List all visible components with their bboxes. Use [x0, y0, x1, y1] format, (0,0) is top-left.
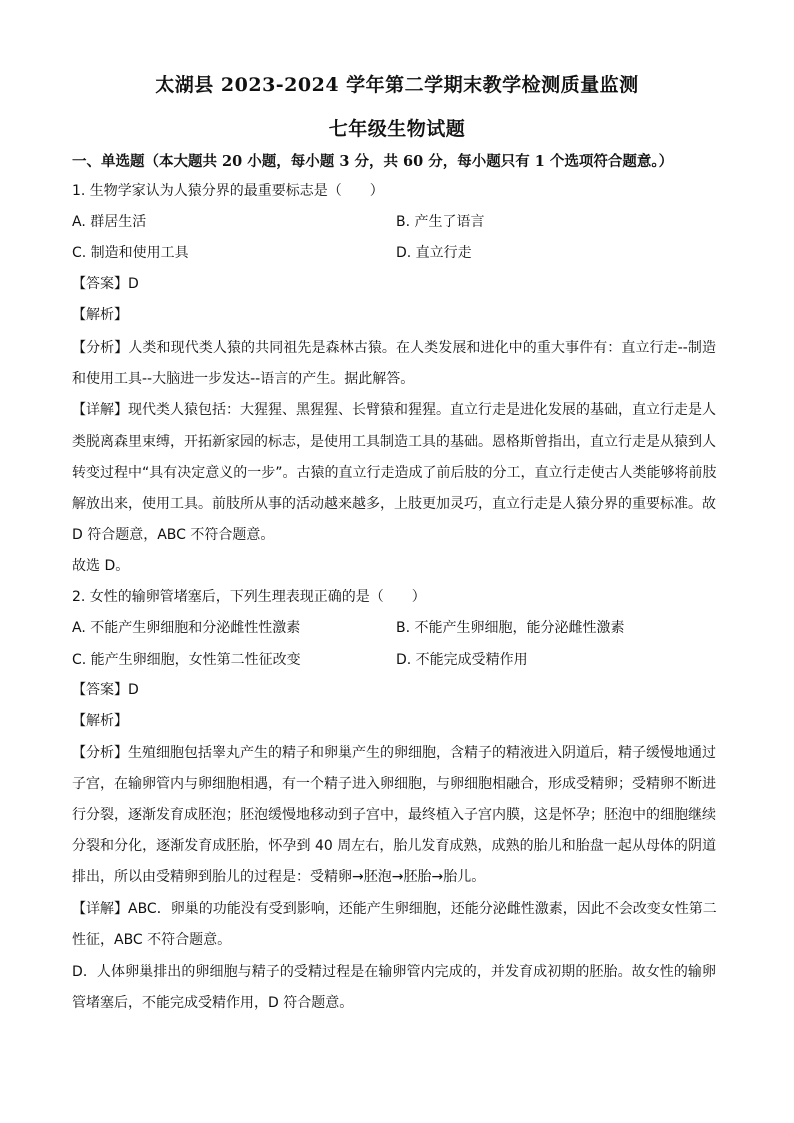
exam-title: 太湖县 2023-2024 学年第二学期末教学检测质量监测 — [155, 74, 639, 96]
q1-fenxi-line: 【分析】人类和现代类人猿的共同祖先是森林古猿。在人类发展和进化中的重大事件有：直立行走--制造 — [72, 340, 716, 356]
q2-option-d: D. 不能完成受精作用 — [396, 652, 528, 668]
q1-option-d: D. 直立行走 — [396, 245, 472, 261]
q1-xiangjie-line: D 符合题意，ABC 不符合题意。 — [72, 527, 275, 543]
q1-answer: 【答案】D — [72, 276, 139, 292]
q1-option-c: C. 制造和使用工具 — [72, 245, 189, 261]
q2-xiangjie-line: 性征，ABC 不符合题意。 — [72, 932, 232, 948]
q2-xiangjie-line: 【详解】ABC．卵巢的功能没有受到影响，还能产生卵细胞，还能分泌雌性激素，因此不会改变女性第二 — [72, 901, 717, 917]
q1-xiangjie-line: 类脱离森里束缚，开拓新家园的标志，是使用工具制造工具的基础。恩格斯曾指出，直立行走是从猿到人 — [72, 434, 716, 450]
q2-option-b: B. 不能产生卵细胞，能分泌雌性激素 — [396, 620, 625, 636]
q1-xiangjie-line: 转变过程中“具有决定意义的一步”。古猿的直立行走造成了前后肢的分工，直立行走使古人类能够将前肢 — [72, 465, 717, 481]
q2-d-explain-line: 管堵塞后，不能完成受精作用，D 符合题意。 — [72, 995, 354, 1011]
q2-option-c: C. 能产生卵细胞，女性第二性征改变 — [72, 652, 301, 668]
q1-xiangjie-line: 【详解】现代类人猿包括：大猩猩、黑猩猩、长臂猿和猩猩。直立行走是进化发展的基础，直立行走是人 — [72, 402, 716, 418]
q2-fenxi-line: 行分裂，逐渐发育成胚泡；胚泡缓慢地移动到子宫中，最终植入子宫内膜，这是怀孕；胚泡中的细胞继续 — [72, 807, 716, 823]
section-heading: 一、单选题（本大题共 20 小题，每小题 3 分，共 60 分，每小题只有 1 个选项符合题意。） — [72, 153, 674, 170]
q1-stem: 1. 生物学家认为人猿分界的最重要标志是（ ） — [72, 183, 384, 199]
q1-option-a: A. 群居生活 — [72, 214, 147, 230]
q2-fenxi-line: 【分析】生殖细胞包括睾丸产生的精子和卵巢产生的卵细胞，含精子的精液进入阴道后，精子缓慢地通过 — [72, 745, 716, 761]
q1-option-b: B. 产生了语言 — [396, 214, 485, 230]
q1-fenxi-line: 和使用工具--大脑进一步发达--语言的产生。据此解答。 — [72, 371, 415, 387]
q2-answer: 【答案】D — [72, 682, 139, 698]
q2-fenxi-line: 排出，所以由受精卵到胎儿的过程是：受精卵→胚泡→胚胎→胎儿。 — [72, 869, 486, 885]
q1-xiangjie-line: 解放出来，使用工具。前肢所从事的活动越来越多，上肢更加灵巧，直立行走是人猿分界的重要标准。故 — [72, 496, 716, 512]
exam-subtitle: 七年级生物试题 — [328, 118, 466, 140]
q1-analysis-label: 【解析】 — [72, 307, 128, 323]
q2-d-explain-line: D．人体卵巢排出的卵细胞与精子的受精过程是在输卵管内完成的，并发育成初期的胚胎。故女性的输卵 — [72, 964, 716, 980]
q2-analysis-label: 【解析】 — [72, 713, 128, 729]
q2-stem: 2. 女性的输卵管堵塞后，下列生理表现正确的是（ ） — [72, 589, 426, 605]
q1-conclusion: 故选 D。 — [72, 558, 130, 574]
q2-option-a: A. 不能产生卵细胞和分泌雌性性激素 — [72, 620, 301, 636]
q2-fenxi-line: 子宫，在输卵管内与卵细胞相遇，有一个精子进入卵细胞，与卵细胞相融合，形成受精卵；受精卵不断进 — [72, 776, 716, 792]
q2-fenxi-line: 分裂和分化，逐渐发育成胚胎，怀孕到 40 周左右，胎儿发育成熟，成熟的胎儿和胎盘一起从母体的阴道 — [72, 838, 716, 854]
